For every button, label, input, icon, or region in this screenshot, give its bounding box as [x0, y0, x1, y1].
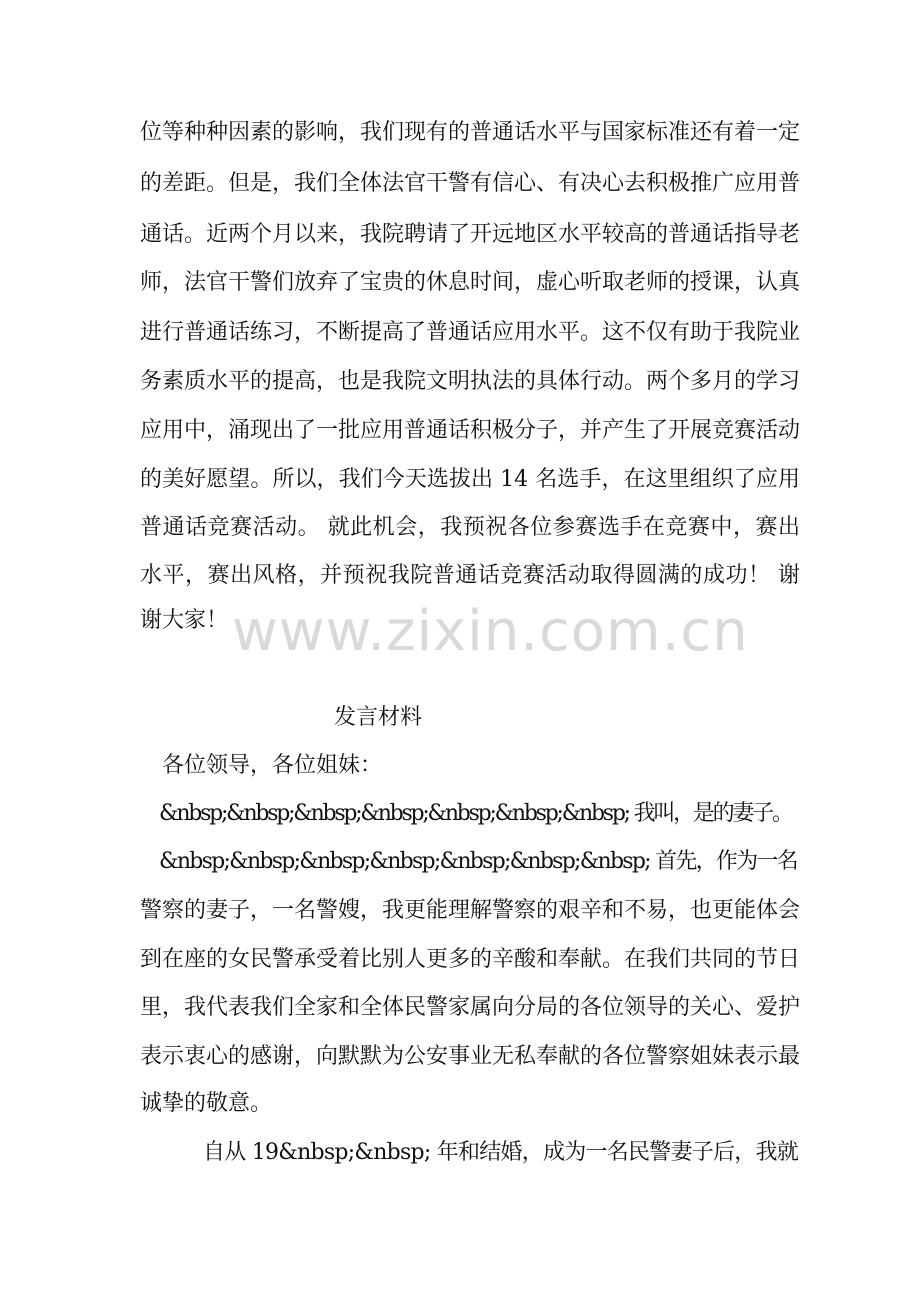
text-line: 水平，赛出风格，并预祝我院普通话竞赛活动取得圆满的成功！ 谢 [140, 563, 800, 588]
text-line: 里，我代表我们全家和全体民警家属向分局的各位领导的关心、爱护 [140, 995, 800, 1020]
text-line: 谢大家！ [140, 608, 229, 633]
text-line: 进行普通话练习，不断提高了普通话应用水平。这不仅有助于我院业 [140, 320, 800, 345]
text-line: 到在座的女民警承受着比别人更多的辛酸和奉献。在我们共同的节日 [140, 947, 800, 972]
text-line: 通话。近两个月以来，我院聘请了开远地区水平较高的普通话指导老 [140, 222, 800, 247]
text-line: 师，法官干警们放弃了宝贵的休息时间，虚心听取老师的授课，认真 [140, 270, 800, 295]
greeting-line: 各位领导，各位姐妹： [162, 753, 383, 778]
text-line: 警察的妻子，一名警嫂，我更能理解警察的艰辛和不易，也更能体会 [140, 898, 800, 923]
text-line: 应用中，涌现出了一批应用普通话积极分子，并产生了开展竞赛活动 [140, 418, 800, 443]
watermark: www.zixin.com.cn [232, 599, 749, 664]
text-line: 普通话竞赛活动。 就此机会，我预祝各位参赛选手在竞赛中，赛出 [140, 515, 800, 540]
text-line: 表示衷心的感谢，向默默为公安事业无私奉献的各位警察姐妹表示最 [140, 1044, 800, 1069]
text-line: &nbsp;&nbsp;&nbsp;&nbsp;&nbsp;&nbsp;&nbsp; 首先，作为一名 [159, 849, 797, 874]
text-line: 的美好愿望。所以，我们今天选拔出 14 名选手，在这里组织了应用 [140, 467, 800, 492]
intro-line: &nbsp;&nbsp;&nbsp;&nbsp;&nbsp;&nbsp;&nbsp; 我叫，是的妻子。 [159, 801, 792, 826]
text-line: 的差距。但是，我们全体法官干警有信心、有决心去积极推广应用普 [140, 171, 800, 196]
text-line: 诚挚的敬意。 [140, 1091, 273, 1116]
text-line: 位等种种因素的影响，我们现有的普通话水平与国家标准还有着一定 [140, 120, 800, 145]
text-line: 务素质水平的提高，也是我院文明执法的具体行动。两个多月的学习 [140, 369, 800, 394]
section-title: 发言材料 [334, 705, 423, 730]
text-line: 自从 19&nbsp;&nbsp; 年和结婚，成为一名民警妻子后，我就 [203, 1140, 798, 1165]
